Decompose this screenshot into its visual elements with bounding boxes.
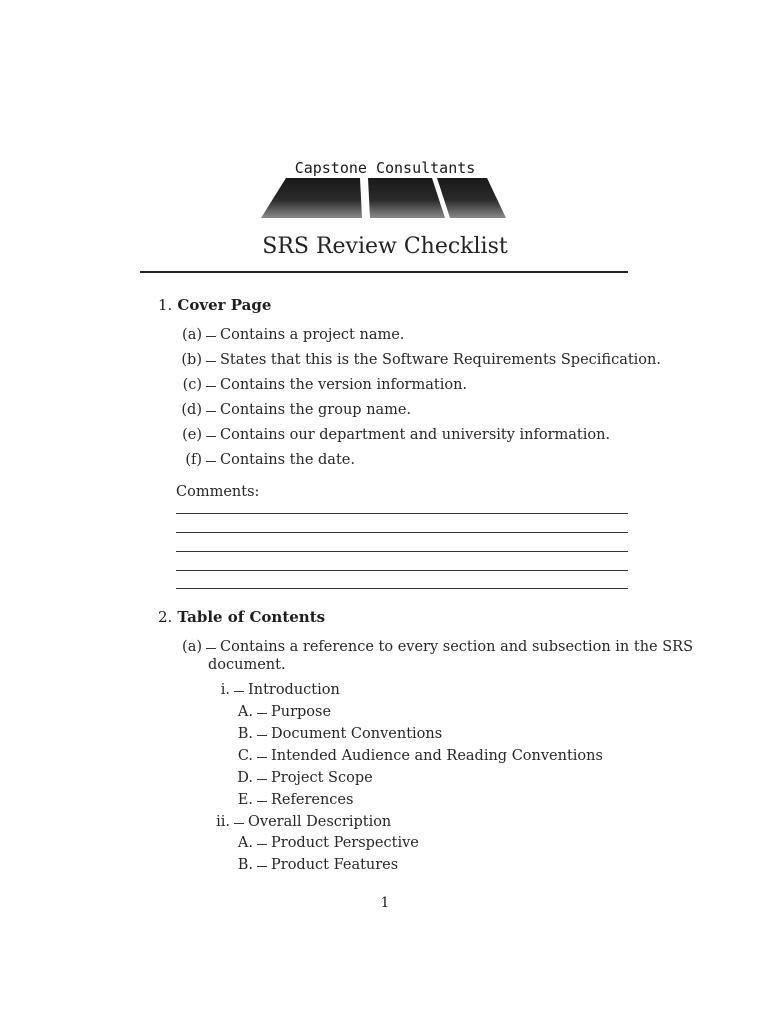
item-text: Project Scope — [271, 770, 373, 786]
company-logo-graphic — [260, 178, 510, 220]
item-label: (a) — [182, 327, 202, 343]
checkbox-blank[interactable] — [206, 461, 216, 462]
comment-line[interactable] — [176, 532, 628, 533]
page-number: 1 — [380, 895, 390, 911]
checkbox-blank[interactable] — [234, 823, 244, 824]
item-label: B. — [237, 726, 253, 742]
checkbox-blank[interactable] — [257, 713, 267, 714]
comment-line[interactable] — [176, 588, 628, 589]
section-title: Table of Contents — [177, 608, 326, 626]
item-label: ii. — [216, 814, 230, 830]
checkbox-blank[interactable] — [206, 411, 216, 412]
item-text: Intended Audience and Reading Conventions — [271, 748, 603, 764]
toc-subitem — [208, 814, 391, 830]
item-text: Overall Description — [248, 814, 392, 830]
item-text: Contains our department and university information. — [220, 427, 611, 443]
section-number: 2. — [158, 608, 173, 626]
checkbox-blank[interactable] — [206, 436, 216, 437]
checkbox-blank[interactable] — [257, 757, 267, 758]
item-text: Document Conventions — [271, 726, 443, 742]
item-label: (a) — [182, 639, 202, 655]
section-cover-page-heading — [158, 295, 271, 314]
comment-line[interactable] — [176, 570, 628, 571]
item-label: C. — [237, 748, 253, 764]
comments-label: Comments: — [176, 484, 260, 500]
item-text: Purpose — [271, 704, 332, 720]
checkbox-blank[interactable] — [206, 386, 216, 387]
comment-line[interactable] — [176, 513, 628, 514]
checkbox-blank[interactable] — [257, 844, 267, 845]
item-text: Contains the date. — [220, 452, 355, 468]
comment-line[interactable] — [176, 551, 628, 552]
document-title: SRS Review Checklist — [262, 234, 508, 259]
checklist-item — [180, 352, 661, 368]
checklist-item — [180, 402, 411, 418]
item-label: D. — [237, 770, 253, 786]
title-rule — [140, 271, 628, 273]
section-title: Cover Page — [177, 296, 272, 314]
toc-child — [234, 770, 373, 786]
item-label: B. — [237, 857, 253, 873]
checkbox-blank[interactable] — [257, 735, 267, 736]
item-text: Product Features — [271, 857, 399, 873]
toc-child — [234, 748, 603, 764]
company-logo-text: Capstone Consultants — [294, 159, 476, 177]
checklist-item — [180, 452, 355, 468]
toc-child — [234, 726, 442, 742]
checkbox-blank[interactable] — [234, 691, 244, 692]
checkbox-blank[interactable] — [257, 866, 267, 867]
item-text: Contains the version information. — [220, 377, 468, 393]
item-text: States that this is the Software Requirements Specification. — [220, 352, 661, 368]
item-label: A. — [237, 835, 253, 851]
toc-child — [234, 704, 331, 720]
item-label: i. — [220, 682, 230, 698]
item-text: Product Perspective — [271, 835, 419, 851]
toc-child — [234, 835, 419, 851]
checkbox-blank[interactable] — [257, 779, 267, 780]
toc-child — [234, 857, 398, 873]
checklist-item — [180, 639, 693, 655]
item-text-continued: document. — [208, 657, 286, 673]
checklist-item — [180, 427, 610, 443]
item-text: Introduction — [248, 682, 340, 698]
item-label: A. — [237, 704, 253, 720]
section-toc-heading — [158, 607, 325, 626]
section-number: 1. — [158, 296, 173, 314]
checklist-item — [180, 327, 404, 343]
checkbox-blank[interactable] — [206, 648, 216, 649]
checkbox-blank[interactable] — [206, 361, 216, 362]
toc-subitem — [208, 682, 340, 698]
toc-child — [234, 792, 353, 808]
checklist-item — [180, 377, 467, 393]
item-label: (d) — [181, 402, 202, 418]
item-text: Contains a reference to every section and subsection in the SRS — [220, 639, 694, 655]
item-text: References — [271, 792, 354, 808]
item-label: (c) — [182, 377, 202, 393]
item-label: (b) — [181, 352, 202, 368]
checkbox-blank[interactable] — [206, 336, 216, 337]
checkbox-blank[interactable] — [257, 801, 267, 802]
item-label: (f) — [185, 452, 202, 468]
item-label: E. — [237, 792, 253, 808]
item-label: (e) — [182, 427, 202, 443]
item-text: Contains a project name. — [220, 327, 405, 343]
item-text: Contains the group name. — [220, 402, 412, 418]
